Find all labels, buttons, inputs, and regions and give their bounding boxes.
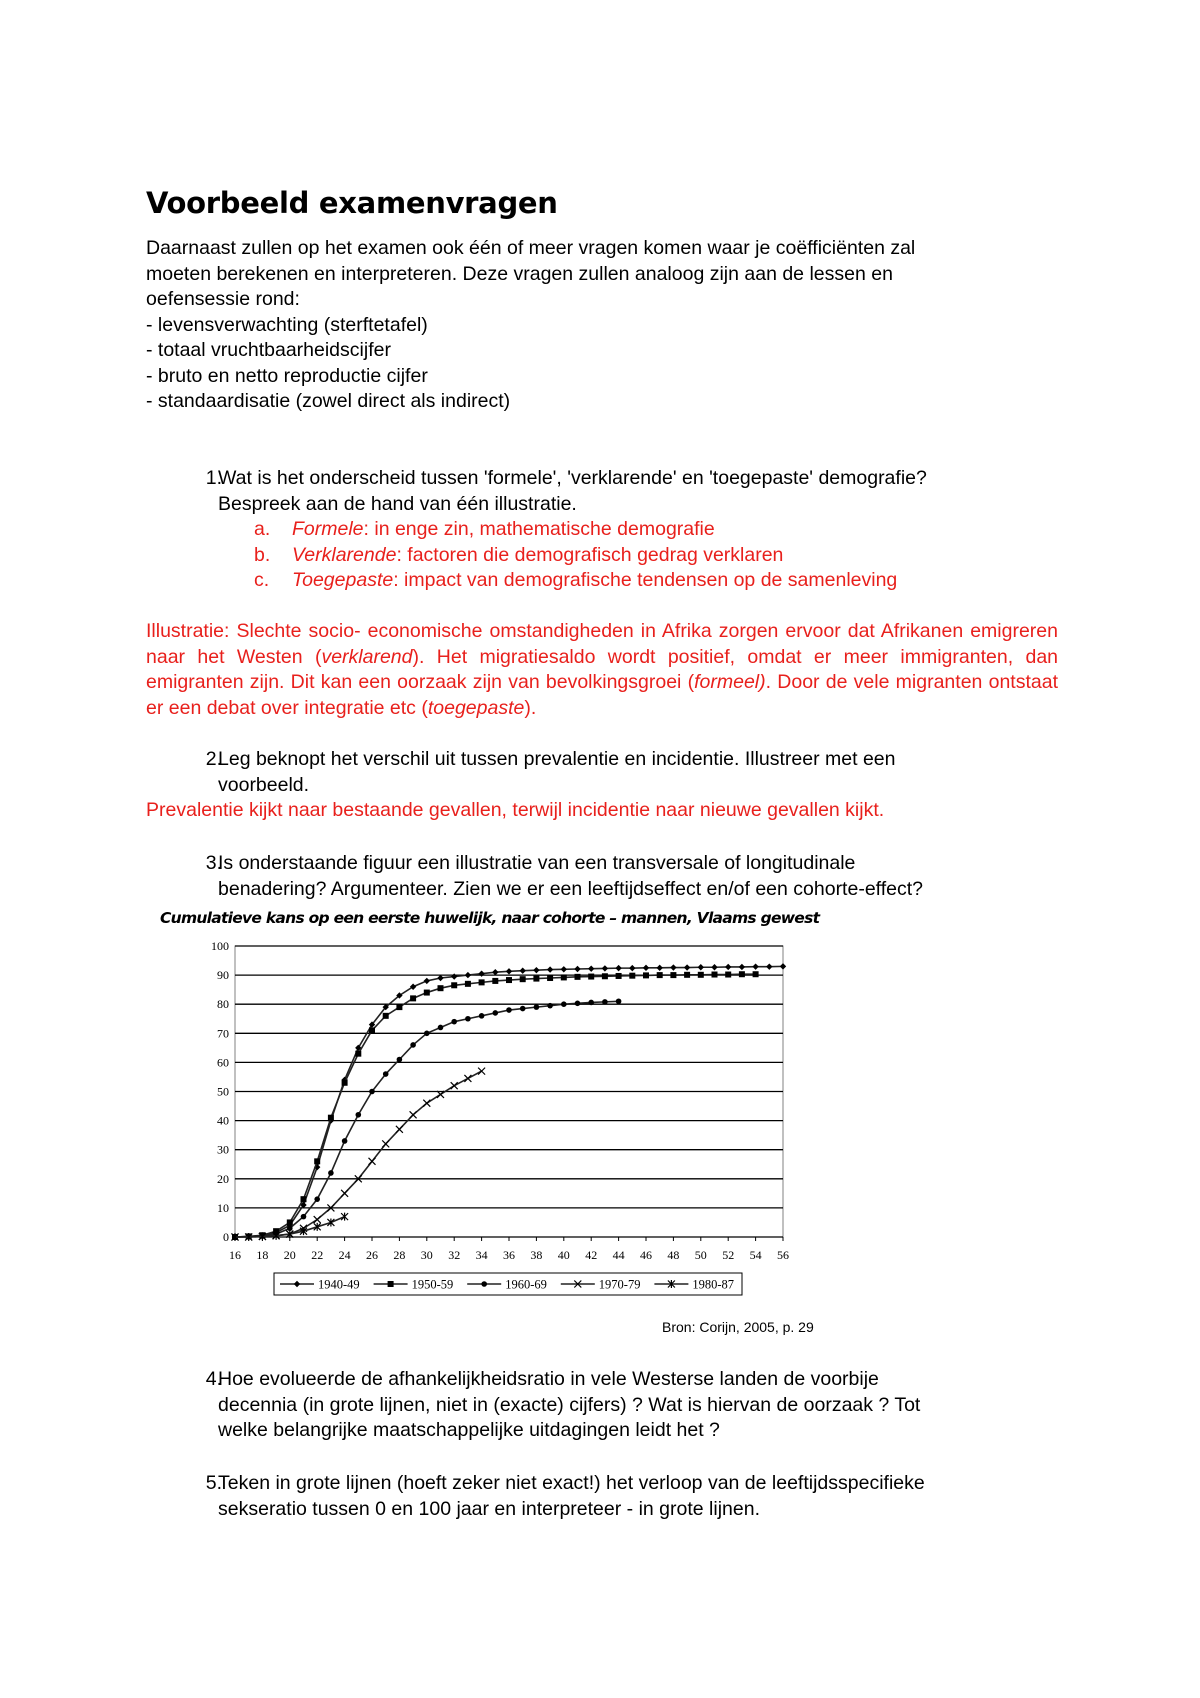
data-point: [369, 1158, 376, 1165]
data-point: [451, 1082, 458, 1089]
y-tick-label: 0: [223, 1230, 229, 1244]
data-point: [478, 970, 484, 976]
y-tick-label: 10: [217, 1200, 229, 1215]
data-point: [451, 1019, 457, 1025]
y-tick-label: 100: [211, 939, 229, 953]
x-tick-label: 20: [283, 1248, 296, 1262]
chart: [150, 905, 850, 1310]
data-point: [492, 978, 498, 984]
data-point: [438, 985, 444, 991]
data-point: [561, 966, 567, 972]
y-tick-label: 30: [217, 1142, 229, 1157]
data-point: [493, 1010, 499, 1016]
data-point: [465, 972, 471, 978]
sub-answer-b: b. Verklarende: factoren die demografisch gedrag verklaren: [292, 543, 1046, 569]
y-tick-label: 40: [217, 1113, 229, 1128]
data-point: [314, 1216, 321, 1223]
data-point: [451, 982, 457, 988]
question-4: [146, 1367, 1046, 1444]
data-point: [725, 964, 731, 970]
data-point: [388, 1281, 394, 1287]
x-tick-label: 28: [393, 1248, 406, 1262]
legend-label: 1980-87: [692, 1277, 735, 1292]
data-point: [342, 1080, 348, 1086]
illustratie-answer: Illustratie: Slechte socio- economische omstandigheden in Afrika zorgen ervoor dat Afrikanen emigreren naar het Westen (verklarend). Het migratiesaldo wordt positief, omdat er meer immigranten, dan emigranten zijn. Dit kan een oorzaak zijn van bevolkingsgroei (formeel). Door de vele migranten ontstaat er een debat over integratie etc (toegepaste).: [146, 620, 1059, 719]
sub-text: factoren die demografisch gedrag verklaren: [401, 543, 784, 566]
data-point: [684, 964, 690, 970]
data-point: [506, 977, 512, 983]
question-number: 2.: [205, 748, 222, 770]
legend-label: 1970-79: [598, 1277, 641, 1292]
data-point: [314, 1196, 320, 1202]
data-point: [766, 963, 772, 969]
x-tick-label: 46: [640, 1248, 652, 1262]
data-point: [397, 1057, 403, 1063]
data-point: [588, 1000, 594, 1006]
question-text: Wat is het onderscheid tussen 'formele', 'verklarende' en 'toegepaste' demografie?: [218, 467, 927, 489]
data-point: [752, 963, 758, 969]
chart-source: Bron: Corijn, 2005, p. 29: [662, 1319, 814, 1335]
data-point: [725, 972, 731, 978]
data-point: [657, 972, 663, 978]
data-point: [698, 964, 704, 970]
data-point: [533, 967, 539, 973]
intro-paragraph: [146, 236, 1046, 415]
intro-line: oefensessie rond:: [146, 288, 300, 310]
intro-bullet: - standaardisatie (zowel direct als indirect): [146, 390, 511, 412]
data-point: [396, 1126, 403, 1133]
series-line: [235, 1001, 619, 1237]
series-1960-69: [232, 998, 621, 1239]
y-tick-label: 50: [217, 1084, 229, 1099]
intro-line: moeten berekenen en interpreteren. Deze vragen zullen analoog zijn aan de lessen en: [146, 262, 893, 285]
y-tick-label: 90: [217, 968, 229, 983]
data-point: [547, 1003, 553, 1009]
data-point: [341, 1190, 348, 1197]
data-point: [465, 981, 471, 987]
data-point: [342, 1138, 348, 1144]
x-tick-label: 32: [448, 1248, 461, 1262]
data-point: [328, 1170, 334, 1176]
data-point: [602, 999, 608, 1005]
data-point: [712, 972, 718, 978]
data-point: [561, 974, 567, 980]
question-text: Is onderstaande figuur een illustratie van een transversale of longitudinale: [218, 852, 856, 874]
sub-text: in enge zin, mathematische demografie: [368, 518, 715, 540]
data-point: [575, 974, 581, 980]
data-point: [670, 964, 676, 970]
y-tick-label: 70: [217, 1026, 229, 1041]
data-point: [643, 965, 649, 971]
data-point: [479, 1013, 485, 1019]
data-point: [424, 1031, 430, 1037]
question-1: [146, 466, 1046, 594]
question-number: 3.: [205, 852, 222, 874]
answer-text: Prevalentie kijkt naar bestaande gevallen, terwijl incidentie naar nieuwe gevallen kijkt.: [146, 799, 885, 821]
data-point: [534, 1004, 540, 1010]
x-tick-label: 34: [475, 1248, 488, 1262]
data-point: [451, 973, 457, 979]
data-point: [301, 1196, 307, 1202]
sub-term: Formele: [292, 518, 364, 540]
data-point: [410, 995, 416, 1001]
y-tick-label: 20: [217, 1171, 229, 1186]
question-text: voorbeeld.: [218, 773, 310, 796]
data-point: [506, 1007, 512, 1013]
data-point: [396, 1004, 402, 1010]
data-point: [369, 1027, 375, 1033]
x-tick-label: 24: [338, 1248, 351, 1262]
data-point: [438, 1025, 444, 1031]
chart-title: Cumulatieve kans op een eerste huwelijk, naar cohorte – mannen, Vlaams gewest: [160, 909, 821, 927]
data-point: [464, 1075, 471, 1082]
data-point: [739, 964, 745, 970]
data-point: [355, 1051, 361, 1057]
intro-bullet: - bruto en netto reproductie cijfer: [146, 364, 428, 387]
data-point: [616, 973, 622, 979]
data-point: [383, 1071, 389, 1077]
intro-line: Daarnaast zullen op het examen ook één of meer vragen komen waar je coëfficiënten zal: [146, 237, 916, 259]
x-tick-label: 42: [585, 1248, 598, 1262]
question-text: Leg beknopt het verschil uit tussen prevalentie en incidentie. Illustreer met een: [218, 748, 896, 770]
data-point: [711, 964, 717, 970]
x-tick-label: 52: [722, 1248, 735, 1262]
sub-text: impact van demografische tendensen op de samenleving: [398, 569, 898, 591]
data-point: [602, 973, 608, 979]
question-text: Hoe evolueerde de afhankelijkheidsratio in vele Westerse landen de voorbije: [218, 1368, 879, 1390]
data-point: [520, 976, 526, 982]
data-point: [684, 972, 690, 978]
data-point: [479, 979, 485, 985]
data-point: [780, 963, 786, 969]
data-point: [643, 972, 649, 978]
sub-answer-a: a. Formele: in enge zin, mathematische demografie: [292, 517, 1046, 543]
x-tick-label: 30: [420, 1248, 433, 1262]
data-point: [547, 975, 553, 981]
question-number: 5.: [205, 1472, 222, 1494]
data-point: [328, 1115, 334, 1121]
x-tick-label: 38: [530, 1248, 543, 1262]
question-text: Bespreek aan de hand van één illustratie.: [218, 492, 577, 515]
x-tick-label: 50: [694, 1248, 707, 1262]
series-1970-79: [232, 1068, 486, 1241]
data-point: [478, 1068, 485, 1075]
data-point: [423, 1100, 430, 1107]
x-tick-label: 16: [229, 1248, 241, 1262]
sub-letter: c.: [254, 569, 270, 591]
legend-label: 1940-49: [318, 1277, 360, 1292]
data-point: [506, 968, 512, 974]
x-tick-label: 56: [777, 1248, 789, 1262]
x-tick-label: 26: [366, 1248, 378, 1262]
data-point: [588, 974, 594, 980]
sub-term: Toegepaste: [292, 569, 394, 591]
intro-bullet: - levensverwachting (sterftetafel): [146, 313, 428, 336]
intro-bullet: - totaal vruchtbaarheidscijfer: [146, 339, 391, 361]
question-text: sekseratio tussen 0 en 100 jaar en interpreteer - in grote lijnen.: [218, 1497, 760, 1520]
question-3: [146, 851, 1046, 902]
sub-letter: b.: [254, 543, 271, 566]
data-point: [739, 971, 745, 977]
data-point: [520, 1006, 526, 1012]
data-point: [481, 1281, 487, 1287]
x-tick-label: 36: [503, 1248, 515, 1262]
question-5: [146, 1471, 1046, 1522]
x-tick-label: 54: [749, 1248, 762, 1262]
legend-label: 1960-69: [505, 1277, 547, 1292]
data-point: [301, 1214, 307, 1220]
data-point: [424, 990, 430, 996]
sub-answer-c: c. Toegepaste: impact van demografische tendensen op de samenleving: [292, 568, 1046, 594]
data-point: [356, 1112, 362, 1118]
data-point: [383, 1013, 389, 1019]
question-text: welke belangrijke maatschappelijke uitdagingen leidt het ?: [218, 1419, 720, 1441]
data-point: [382, 1140, 389, 1147]
data-point: [410, 1111, 417, 1118]
data-point: [629, 973, 635, 979]
data-point: [561, 1001, 567, 1007]
data-point: [533, 976, 539, 982]
series-line: [235, 1071, 482, 1237]
data-point: [670, 972, 676, 978]
question-text: decennia (in grote lijnen, niet in (exacte) cijfers) ? Wat is hiervan de oorzaak ? Tot: [218, 1393, 921, 1416]
data-point: [410, 1042, 416, 1048]
data-point: [615, 965, 621, 971]
sub-letter: a.: [254, 518, 271, 540]
data-point: [657, 965, 663, 971]
page-title: Voorbeeld examenvragen: [146, 186, 558, 220]
data-point: [465, 1016, 471, 1022]
x-tick-label: 40: [557, 1248, 570, 1262]
x-tick-label: 44: [612, 1248, 625, 1262]
data-point: [341, 1213, 348, 1221]
legend-label: 1950-59: [411, 1277, 454, 1292]
x-tick-label: 48: [667, 1248, 680, 1262]
question-text: Teken in grote lijnen (hoeft zeker niet exact!) het verloop van de leeftijdsspecifieke: [218, 1472, 925, 1494]
data-point: [369, 1089, 375, 1095]
data-point: [314, 1158, 320, 1164]
question-number: 4.: [205, 1368, 222, 1390]
x-tick-label: 22: [311, 1248, 324, 1262]
data-point: [575, 1001, 581, 1007]
question-number: 1.: [205, 467, 222, 489]
question-text: benadering? Argumenteer. Zien we er een leeftijdseffect en/of een cohorte-effect?: [218, 877, 923, 900]
question-2: [146, 747, 1046, 824]
data-point: [698, 972, 704, 978]
data-point: [602, 965, 608, 971]
data-point: [492, 969, 498, 975]
data-point: [574, 966, 580, 972]
data-point: [437, 975, 443, 981]
sub-term: Verklarende: [292, 543, 397, 566]
data-point: [588, 965, 594, 971]
data-point: [520, 968, 526, 974]
data-point: [424, 978, 430, 984]
x-tick-label: 18: [256, 1248, 269, 1262]
data-point: [616, 998, 622, 1004]
data-point: [753, 971, 759, 977]
data-point: [287, 1219, 293, 1225]
y-tick-label: 60: [217, 1055, 229, 1070]
y-tick-label: 80: [217, 997, 229, 1012]
data-point: [629, 965, 635, 971]
data-point: [547, 966, 553, 972]
